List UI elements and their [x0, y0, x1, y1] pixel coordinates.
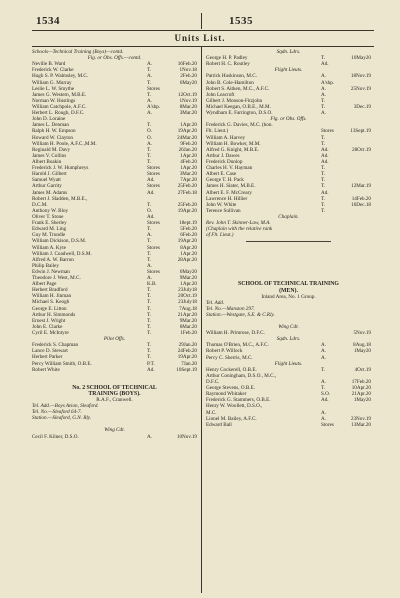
branch-code: T. [321, 103, 326, 110]
seniority-date: 24Mar.20 [177, 134, 197, 141]
branch-code: T. [147, 152, 152, 159]
seniority-date: 3Dec.19 [353, 103, 371, 110]
officer-name: Charles H. V. Hayman [206, 165, 253, 172]
branch-code: Stores [147, 220, 160, 227]
officer-name: Frederick S. Chapman [32, 342, 79, 349]
branch-code: A. [321, 73, 326, 80]
branch-code: T. [147, 238, 152, 245]
officer-name: Michael Keegan, O.B.E., M.M. [206, 103, 271, 110]
officer-name: Reginald M. Davy [32, 146, 71, 153]
seniority-date: 10Apr.20 [351, 385, 371, 392]
seniority-date: 28Oct.19 [352, 146, 371, 153]
officer-name: Cecil F. Kilner, D.S.O. [32, 433, 79, 440]
branch-code: T. [147, 256, 152, 263]
officer-name: Frederick J. W. Humphreys [32, 165, 89, 172]
officer-name: Lionel M. Bailey, A.F.C. [206, 415, 257, 422]
branch-code: A. [147, 140, 152, 147]
page-title: Units List. [174, 33, 226, 43]
branch-code: T. [147, 250, 152, 257]
seniority-date: 24Feb.20 [177, 348, 197, 355]
rank-heading: Flight Lieuts. [274, 360, 303, 367]
header-rule [32, 30, 374, 31]
branch-code: T. [321, 366, 326, 373]
officer-name: Ernest J. Wright [32, 317, 66, 324]
branch-code: Stores [147, 85, 160, 92]
seniority-date: 27Feb.18 [177, 189, 197, 196]
officer-name: Arthur Coningham, D.S.O., M.C., [206, 372, 277, 379]
branch-code: A. [321, 342, 326, 349]
officer-name: Anthony W. Bloy [32, 207, 69, 214]
officer-name: Albert E. F. McCreary [206, 189, 252, 196]
branch-code: T. [321, 195, 326, 202]
school-heading: SCHOOL OF TECHNICAL TRAINING [238, 281, 339, 288]
officer-name: Cyril E. McIntyre [32, 330, 69, 337]
branch-code: T. [147, 354, 152, 361]
branch-code: Ad. [147, 189, 155, 196]
officer-name: William H. Jinman [32, 293, 72, 300]
roster-row [32, 367, 197, 373]
branch-code: Ad. [321, 152, 329, 159]
branch-code: Stores [147, 244, 160, 251]
branch-code: A. [147, 73, 152, 80]
branch-code: Ad. [321, 158, 329, 165]
branch-code: Ad. [321, 189, 329, 196]
officer-name: James M. Adams [32, 189, 68, 196]
branch-code: T. [147, 146, 152, 153]
branch-code: K.B. [147, 281, 157, 288]
branch-code: T. [147, 226, 152, 233]
seniority-date: 6Feb.20 [180, 232, 197, 239]
officer-name: Henry Cockerell, O.B.E. [206, 366, 257, 373]
officer-name: Michael S. Keogh [32, 299, 70, 306]
rank-heading: Flg. or Obs. Offs.—contd. [87, 55, 142, 62]
roster-row [206, 355, 371, 361]
seniority-date: 10May20 [351, 55, 371, 62]
address-line: Tel. Add. [206, 299, 225, 306]
seniority-date: 5Feb.20 [180, 226, 197, 233]
branch-code: A. [321, 348, 326, 355]
officer-name: Robert White [32, 366, 60, 373]
roster-row [206, 422, 371, 428]
seniority-date: 21Apr.20 [351, 391, 371, 398]
officer-name: Leslie L. W. Smythe [32, 85, 75, 92]
seniority-date: 8Apr.20 [180, 244, 197, 251]
address-line: Station.—Sleaford, G.N. Rly. [32, 415, 92, 422]
officer-name: Arthur H. Simmonds [32, 311, 76, 318]
seniority-date: 8Mar.20 [179, 103, 197, 110]
seniority-date: 1Apr.20 [180, 165, 197, 172]
branch-code: T. [321, 207, 326, 214]
officer-name: William G. Murray [32, 79, 72, 86]
seniority-date: 5Nov.19 [353, 330, 371, 337]
branch-code: A. [321, 415, 326, 422]
officer-name: John Leacroft [206, 91, 235, 98]
branch-code: A. [321, 85, 326, 92]
branch-code: T. [147, 342, 152, 349]
address-line: Tel. Add.—Boys Avion, Sleaford. [32, 403, 99, 410]
officer-name: D.C.M. [32, 201, 48, 208]
branch-code: Ad. [321, 61, 329, 68]
branch-code: Stores [147, 268, 160, 275]
school-heading: No. 2 SCHOOL OF TECHNICAL [72, 384, 157, 391]
seniority-date: 14Feb.20 [351, 195, 371, 202]
seniority-date: 1Apr.20 [180, 250, 197, 257]
seniority-date: 7Apr.20 [180, 177, 197, 184]
branch-code: A. [147, 97, 152, 104]
seniority-date: 10Nov.19 [176, 433, 197, 440]
officer-name: Robert H. C. Routley [206, 61, 250, 68]
branch-code: T. [147, 330, 152, 337]
seniority-date: 1May20 [353, 348, 371, 355]
branch-code: A. [147, 110, 152, 117]
address-line: Tel. No.—Manston 297. [206, 305, 255, 312]
officer-name: James L. Denman [32, 122, 69, 129]
branch-code: Ad. [147, 177, 155, 184]
header-divider [201, 13, 202, 29]
seniority-date: 9Mar.20 [179, 275, 197, 282]
officer-name: Oliver T. Stone [32, 213, 64, 220]
officer-name: Edwin J. Newman [32, 268, 70, 275]
branch-code: T. [147, 311, 152, 318]
officer-name: Patrick Huskinson, M.C. [206, 73, 257, 80]
address-line: Tel. No.—Sleaford 64-7. [32, 409, 82, 416]
officer-name: Henry W. Woollett, D.S.O., [206, 403, 263, 410]
branch-code: Stores [147, 183, 160, 190]
rank-heading: Pilot Offs. [103, 336, 126, 343]
branch-code: Ad. [321, 146, 329, 153]
seniority-date: 19Apr.20 [177, 128, 197, 135]
officer-name: Neville B. Ward [32, 61, 66, 68]
branch-code: T. [147, 122, 152, 129]
branch-code: T. [321, 97, 326, 104]
branch-code: O. [147, 128, 152, 135]
right-page-number: 1535 [229, 15, 253, 27]
seniority-date: 13Mar.20 [351, 421, 371, 428]
officer-name: Percy C. Sherris, M.C. [206, 354, 253, 361]
seniority-date [343, 110, 371, 116]
branch-code: T. [321, 183, 326, 190]
seniority-date: 7Aug.18 [179, 305, 197, 312]
seniority-date: 20Oct.19 [178, 293, 197, 300]
seniority-date: 4Feb.20 [180, 158, 197, 165]
branch-code: T. [147, 348, 152, 355]
branch-code: T. [321, 55, 326, 62]
seniority-date: 8Aug.18 [353, 342, 371, 349]
seniority-date: 26Jan.20 [178, 146, 197, 153]
seniority-date: 10Sept.19 [176, 366, 197, 373]
officer-name: William J. Coadwell, D.S.M. [32, 250, 92, 257]
branch-code: T. [147, 317, 152, 324]
branch-code: Stores [321, 421, 334, 428]
officer-name: William H. Poole, A.F.C.,M.M. [32, 140, 97, 147]
officer-name: Arthur J. Dawes [206, 152, 240, 159]
address-line: of Flt. Lieut.) [206, 232, 234, 239]
school-heading: TRAINING (BOYS). [88, 390, 141, 397]
officer-name: Terence Sullivan [206, 207, 241, 214]
officer-name: George Stevens, O.B.E. [206, 385, 256, 392]
left-page-number: 1534 [36, 15, 60, 27]
seniority-date: 2Feb.20 [180, 73, 197, 80]
seniority-date: 4Oct.19 [354, 366, 371, 373]
branch-code: Ad. [321, 397, 329, 404]
officer-name: John W. White [206, 201, 237, 208]
seniority-date: 1Nov.19 [179, 97, 197, 104]
branch-code: T. [147, 79, 152, 86]
rank-heading: Flight Lieuts. [274, 67, 303, 74]
branch-code: Stores [147, 165, 160, 172]
seniority-date: 21Apr.20 [177, 311, 197, 318]
branch-code: T. [321, 171, 326, 178]
officer-name: John E. Clarke [32, 323, 63, 330]
branch-code: T. [147, 323, 152, 330]
branch-code: T. [147, 91, 152, 98]
seniority-date: 19Apr.20 [177, 207, 197, 214]
branch-code: T. [147, 201, 152, 208]
seniority-date: 16Dec.18 [351, 201, 371, 208]
seniority-date: 19Apr.20 [177, 238, 197, 245]
rank-heading: Chaplain. [278, 213, 299, 220]
officer-name: George T. H. Pack [206, 177, 244, 184]
officer-name: George E. Litton [32, 305, 67, 312]
seniority-date: 6May20 [179, 79, 197, 86]
officer-name: Frederick G. Stammers, O.B.E. [206, 397, 271, 404]
officer-name: Theodore J. West, M.C. [32, 275, 81, 282]
officer-name: Arthur Garrity [32, 183, 62, 190]
officer-name: Robert S. Aitken, M.C., A.F.C. [206, 85, 270, 92]
officer-name: John D. Loraine [32, 116, 66, 123]
rank-heading: Wing Cdr. [104, 427, 125, 434]
officer-name: Flt. Lieut.) [206, 128, 229, 135]
seniority-date: 25Feb.20 [177, 183, 197, 190]
seniority-date: 17Feb.20 [351, 379, 371, 386]
branch-code: T. [147, 293, 152, 300]
officer-name: Albert Page [32, 281, 57, 288]
column-divider [201, 47, 202, 593]
branch-code: A. [147, 61, 152, 68]
officer-name: Albert Boakin [32, 158, 62, 165]
seniority-date: 1May20 [353, 397, 371, 404]
officer-name: William Dickison, D.S.M. [32, 238, 87, 245]
officer-name: Frederick W. Clarke [32, 67, 74, 74]
officer-name: James G. Western, M.B.E. [32, 91, 87, 98]
seniority-date: 12Oct.19 [178, 91, 197, 98]
officer-name: Robert P. Willock [206, 348, 243, 355]
officer-name: Lawrence H. Hillier [206, 195, 248, 202]
rank-heading: Sqdn. Ldrs. [276, 336, 301, 343]
officer-name: Percy William Smith, O.B.E. [32, 360, 92, 367]
officer-name: Ralph H. W. Empson [32, 128, 76, 135]
seniority-date: 29Jan.20 [178, 342, 197, 349]
school-location: Inland Area, No. 1 Group. [261, 293, 316, 300]
seniority-date: 19Apr.20 [177, 354, 197, 361]
branch-code: Ad. [147, 213, 155, 220]
officer-name: Alfred A. W. Barron [32, 256, 74, 263]
branch-code: A. [147, 433, 152, 440]
officer-name: Edward M. Ling [32, 226, 67, 233]
branch-code: A. [147, 232, 152, 239]
seniority-date: 23Nov.19 [350, 415, 371, 422]
seniority-date [343, 61, 371, 67]
school-location: R.A.F., Cranwell. [96, 397, 133, 404]
branch-code: A. [321, 354, 326, 361]
address-line: (Chaplain with the relative rank [206, 226, 273, 233]
right-column [206, 49, 371, 428]
officer-name: Hugh S. P. Walmsley, M.C. [32, 73, 89, 80]
branch-code: T. [321, 385, 326, 392]
branch-code: A'shp. [147, 103, 161, 110]
rank-heading: Flg. or Obs. Offs. [270, 116, 307, 123]
seniority-date: 25Nov.19 [350, 85, 371, 92]
officer-name: Herbert Bradford [32, 287, 68, 294]
branch-code: T. [147, 67, 152, 74]
seniority-date: 9Feb.20 [180, 140, 197, 147]
left-column [32, 49, 197, 440]
seniority-date: 1Apr.20 [180, 122, 197, 129]
section-divider [246, 241, 331, 242]
seniority-date: 25Feb.20 [177, 201, 197, 208]
branch-code: T. [321, 165, 326, 172]
rank-heading: Sqdn. Ldrs. [276, 49, 301, 55]
branch-code: A. [321, 91, 326, 98]
officer-name: William A. Kyte [32, 244, 66, 251]
seniority-date [343, 208, 371, 214]
branch-code [321, 330, 343, 336]
seniority-date: 3Mar.20 [179, 171, 197, 178]
branch-code: T. [321, 140, 326, 147]
school-heading: (MEN). [279, 287, 298, 294]
officer-name: George H. P. Padley [206, 55, 248, 62]
branch-code: Ad. [147, 366, 155, 373]
officer-name: Frederick G. Davies, M.C. (hon. [206, 122, 273, 129]
branch-code: Stores [147, 171, 160, 178]
officer-name: Thomas O'Brien, M.C., A.F.C. [206, 342, 269, 349]
branch-code: P.T. [147, 360, 155, 367]
branch-code: T. [147, 287, 152, 294]
officer-name: William A. Harvey [206, 134, 246, 141]
seniority-date: 1Nov.18 [179, 67, 197, 74]
seniority-date: 18Nov.19 [350, 73, 371, 80]
officer-name: Lance D. Stewart [32, 348, 68, 355]
branch-code: T. [147, 158, 152, 165]
seniority-date: 23July18 [178, 287, 197, 294]
seniority-date: 7Jan.20 [181, 360, 197, 367]
officer-name: William H. Bowker, M.M. [206, 140, 261, 147]
roster-row [32, 434, 197, 440]
section-continued-heading: Schools—Technical Training (Boys)—contd. [32, 49, 124, 55]
seniority-date: 16Feb.20 [177, 61, 197, 68]
branch-code: A. [321, 379, 326, 386]
branch-code: O. [147, 207, 152, 214]
branch-code: Stores [321, 128, 334, 135]
officer-name: Philip Bailey [32, 262, 59, 269]
title-rule [32, 46, 374, 47]
branch-code: A'shp. [321, 79, 335, 86]
officer-name: Wyndham E. Farrington, D.S.O. [206, 110, 273, 117]
branch-code: A. [321, 110, 326, 117]
branch-code: A. [147, 275, 152, 282]
branch-code: O. [147, 134, 152, 141]
officer-name: Guy M. Trundle [32, 232, 66, 239]
officer-name: Alfred G. Knight, M.B.E. [206, 146, 259, 153]
address-line: Station.—Westgate, S.E. & C.Rly. [206, 311, 275, 318]
seniority-date: 3Mar.20 [179, 110, 197, 117]
officer-name: James V. Collins [32, 152, 67, 159]
branch-code: T. [321, 177, 326, 184]
seniority-date: 1Feb.20 [180, 330, 197, 337]
officer-name: William Catchpole, A.F.C. [32, 103, 87, 110]
branch-code: A. [147, 262, 152, 269]
officer-name: Frank E. Sherley [32, 220, 67, 227]
officer-name: Howard W. Clayton [32, 134, 73, 141]
branch-code: T. [147, 305, 152, 312]
officer-name: Raymond Whitaker [206, 391, 247, 398]
branch-code: A. [321, 409, 326, 416]
officer-name: Edward Ball [206, 421, 232, 428]
seniority-date: 28Apr.20 [177, 256, 197, 263]
officer-name: M.C. [206, 409, 217, 416]
officer-name: Norman W. Hustings [32, 97, 76, 104]
branch-code: T. [147, 299, 152, 306]
rank-heading: Wing Cdr. [278, 324, 299, 331]
seniority-date: 1Apr.20 [180, 152, 197, 159]
officer-name: Harold J. Gilbert [32, 171, 67, 178]
branch-code: S.O. [321, 391, 331, 398]
branch-code: T. [321, 134, 326, 141]
officer-name: John B. Cole-Hamilton [206, 79, 254, 86]
seniority-date: 23July18 [178, 299, 197, 306]
officer-name: Gilbert J. Monson-Fitzjohn [206, 97, 263, 104]
officer-name: D.F.C. [206, 379, 220, 386]
seniority-date: 9Mar.20 [179, 317, 197, 324]
seniority-date: 18ept.19 [179, 220, 197, 227]
branch-code: T. [321, 201, 326, 208]
seniority-date: 12Mar.19 [351, 183, 371, 190]
seniority-date: 6May20 [179, 268, 197, 275]
seniority-date: 6Mar.20 [179, 323, 197, 330]
officer-name: Frederick Dunlop [206, 158, 243, 165]
address-line: Rev. John T. Skinner-Law, M.A. [206, 220, 271, 227]
seniority-date [343, 355, 371, 361]
officer-name: Samuel Wyatt [32, 177, 61, 184]
officer-name: Herbert L. Rough, D.F.C. [32, 110, 85, 117]
officer-name: James H. Slater, M.B.E. [206, 183, 256, 190]
officer-name: Herbert Parker [32, 354, 63, 361]
officer-name: Robert J. Sladden, M.B.E., [32, 195, 88, 202]
officer-name: Albert E. Case [206, 171, 237, 178]
seniority-date: 13Sept.19 [350, 128, 371, 135]
officer-name: William H. Primrose, D.F.C. [206, 330, 265, 337]
seniority-date: 1Apr.20 [180, 281, 197, 288]
